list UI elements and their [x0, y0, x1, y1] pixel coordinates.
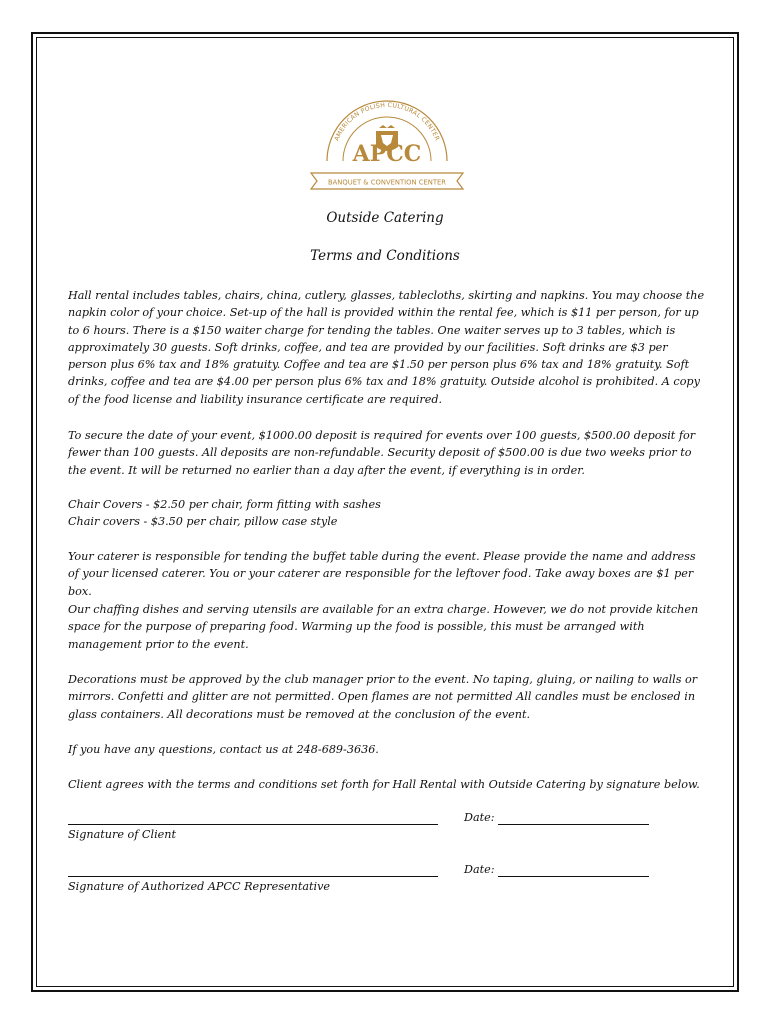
decorations-paragraph: Decorations must be approved by the club manager prior to the event. No taping, gluing, or nailing to walls or mirrors. Confetti and glitter are not permitted. Open flames are not permitted All candles must be enclosed in glass containers. All decorations must be removed at the conclusion of the event. [68, 673, 698, 721]
representative-date-label: Date: [464, 863, 495, 876]
representative-date-line[interactable] [498, 876, 649, 877]
client-signature-label: Signature of Client [68, 828, 176, 841]
representative-signature-line[interactable] [68, 876, 438, 877]
page-subtitle: Terms and Conditions [310, 248, 460, 264]
representative-signature-label: Signature of Authorized APCC Representative [68, 880, 331, 893]
agreement-paragraph: Client agrees with the terms and conditions set forth for Hall Rental with Outside Catering by signature below. [68, 778, 700, 791]
page-title: Outside Catering [326, 210, 444, 226]
apcc-logo [305, 95, 469, 199]
chair-covers-line-1: Chair Covers - $2.50 per chair, form fitting with sashes [68, 498, 381, 511]
chafing-dishes-paragraph: Our chaffing dishes and serving utensils are available for an extra charge. However, we do not provide kitchen space for the purpose of preparing food. Warming up the food is possible, this must be arranged with management prior to the event. [68, 603, 699, 651]
logo-banner-text: BANQUET & CONVENTION CENTER [327, 178, 447, 187]
contact-paragraph: If you have any questions, contact us at 248-689-3636. [68, 743, 379, 756]
client-date-line[interactable] [498, 824, 649, 825]
deposit-paragraph: To secure the date of your event, $1000.00 deposit is required for events over 100 guests, $500.00 deposit for fewer than 100 guests. All deposits are non-refundable. Security deposit of $500.00 is due two weeks prior to the event. It will be returned no earlier than a day after the event, if everything is in order. [68, 429, 696, 477]
client-date-label: Date: [464, 811, 495, 824]
client-signature-line[interactable] [68, 824, 438, 825]
rental-terms-paragraph: Hall rental includes tables, chairs, china, cutlery, glasses, tablecloths, skirting and napkins. You may choose the napkin color of your choice. Set-up of the hall is provided within the rental fee, which is $11 per person, for up to 6 hours. There is a $150 waiter charge for tending the tables. One waiter serves up to 3 tables, which is approximately 30 guests. Soft drinks, coffee, and tea are provided by our facilities. Soft drinks are $3 per person plus 6% tax and 18% gratuity. Coffee and tea are $1.50 per person plus 6% tax and 18% gratuity. Soft drinks, coffee and tea are $4.00 per person plus 6% tax and 18% gratuity. Outside alcohol is prohibited. A copy of the food license and liability insurance certificate are required. [68, 289, 705, 406]
caterer-paragraph: Your caterer is responsible for tending the buffet table during the event. Please provide the name and address of your licensed caterer. You or your caterer are responsible for the leftover food. Take away boxes are $1 per box. [68, 550, 696, 598]
chair-covers-line-2: Chair covers - $3.50 per chair, pillow case style [68, 515, 338, 529]
logo-monogram: APCC [352, 141, 422, 167]
chair-covers-block [68, 496, 708, 531]
logo-arc-text: AMERICAN POLISH CULTURAL CENTER [333, 101, 441, 143]
